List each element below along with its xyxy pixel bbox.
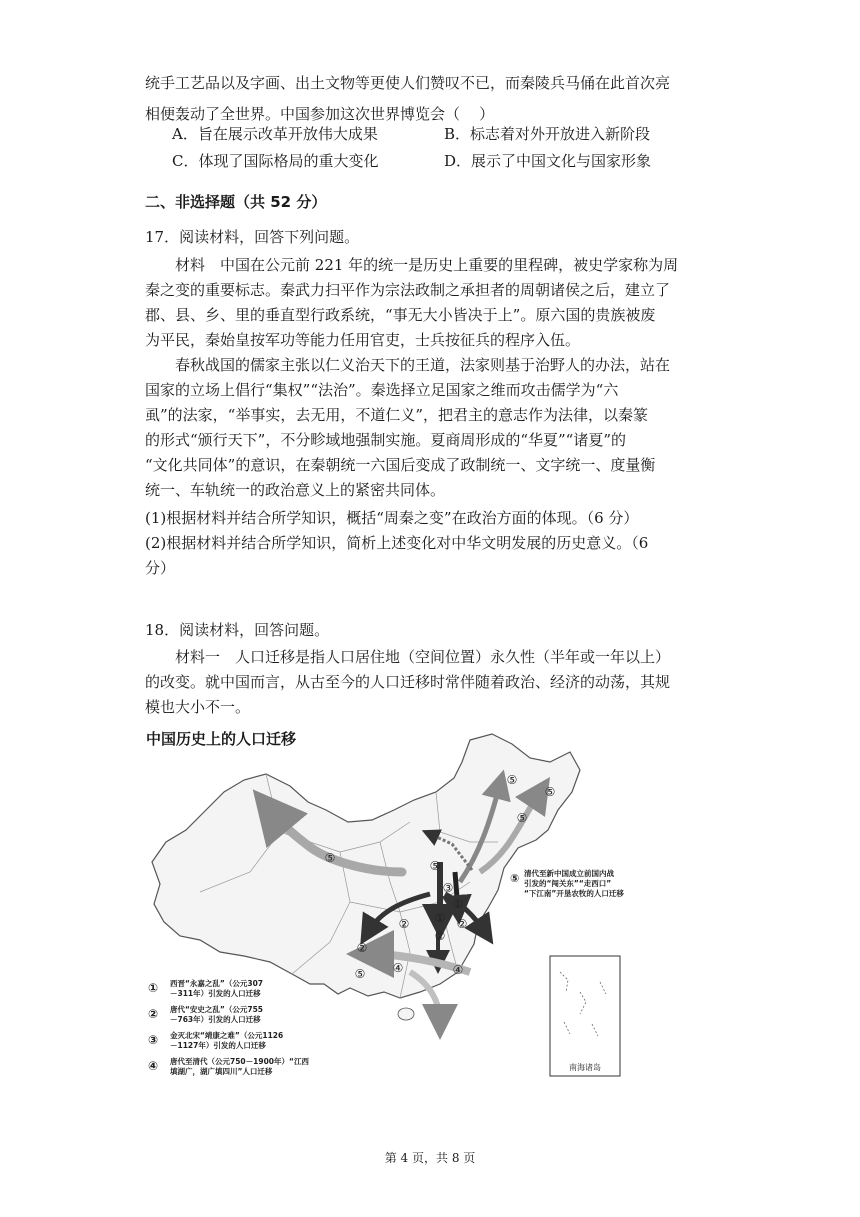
route-label: ⑤ (429, 859, 441, 873)
migration-map (140, 722, 640, 1082)
svg-text:西晋“永嘉之乱”（公元307: 西晋“永嘉之乱”（公元307 (170, 979, 264, 988)
q18-intro: 18．阅读材料，回答问题。 (145, 621, 330, 639)
section-2-title: 二、非选择题（共 52 分） (145, 193, 327, 211)
q16-option-a: A．旨在展示改革开放伟大成果 (172, 125, 378, 143)
q17-subquestion-2-line-1: (2)根据材料并结合所学知识，简析上述变化对中华文明发展的历史意义。（6 (145, 534, 649, 552)
svg-text:－763年）引发的人口迁移: －763年）引发的人口迁移 (170, 1015, 261, 1024)
q17-subquestion-1: (1)根据材料并结合所学知识，概括“周秦之变”在政治方面的体现。（6 分） (145, 509, 639, 527)
inset-label: 南海诸岛 (569, 1063, 601, 1072)
svg-text:“下江南”开垦农牧的人口迁移: “下江南”开垦农牧的人口迁移 (524, 889, 624, 898)
route-label: ② (434, 929, 446, 943)
route-label: ⑤ (354, 967, 366, 981)
q17-material-line-1: 材料 中国在公元前 221 年的统一是历史上重要的里程碑，被史学家称为周 (145, 256, 679, 274)
route-label: ② (456, 917, 468, 931)
page-footer: 第 4 页，共 8 页 (384, 1151, 476, 1165)
q17-material-line-4: 为平民，秦始皇按军功等能力任用官吏，士兵按征兵的程序入伍。 (145, 331, 581, 349)
q17-material-line-8: 的形式“颁行天下”，不分畛域地强制实施。夏商周形成的“华夏”“诸夏”的 (145, 431, 627, 449)
q17-material-line-9: “文化共同体”的意识，在秦朝统一六国后变成了政制统一、文字统一、度量衡 (145, 456, 656, 474)
svg-text:④: ④ (148, 1059, 159, 1073)
route-label: ② (398, 917, 410, 931)
q18-material-line-2: 的改变。就中国而言，从古至今的人口迁移时常伴随着政治、经济的动荡，其规 (145, 673, 671, 691)
q17-material-line-7: 虱”的法家，“举事实，去无用，不道仁义”，把君主的意志作为法律，以秦篆 (145, 406, 649, 424)
route-label: ③ (442, 881, 454, 895)
legend-note-5 (510, 868, 624, 898)
svg-text:③: ③ (148, 1033, 159, 1047)
route-label: ⑤ (544, 785, 556, 799)
q16-option-d: D．展示了中国文化与国家形象 (444, 152, 652, 170)
q18-material-line-1: 材料一 人口迁移是指人口居住地（空间位置）永久性（半年或一年以上） (145, 648, 671, 666)
q17-material-line-5: 春秋战国的儒家主张以仁义治天下的王道，法家则基于治野人的办法，站在 (145, 356, 671, 374)
route-label: ④ (392, 961, 404, 975)
svg-text:金灭北宋“靖康之难”（公元1126: 金灭北宋“靖康之难”（公元1126 (170, 1031, 284, 1040)
svg-text:⑤: ⑤ (510, 872, 520, 885)
svg-text:清代至新中国成立前国内战: 清代至新中国成立前国内战 (524, 869, 614, 878)
q17-material-line-10: 统一、车轨统一的政治意义上的紧密共同体。 (145, 481, 446, 499)
svg-text:①: ① (148, 981, 159, 995)
q16-stem-line-2: 相便轰动了全世界。中国参加这次世界博览会（ ） (145, 105, 495, 123)
q17-material-line-2: 秦之变的重要标志。秦武力扫平作为宗法政制之承担者的周朝诸侯之后，建立了 (145, 281, 671, 299)
hainan-island (398, 1008, 414, 1020)
svg-text:唐代“安史之乱”（公元755: 唐代“安史之乱”（公元755 (170, 1005, 264, 1014)
route-label: ④ (452, 963, 464, 977)
svg-text:引发的“闯关东”“走西口”: 引发的“闯关东”“走西口” (524, 879, 612, 888)
q17-material-line-3: 郡、县、乡、里的垂直型行政系统，“事无大小皆决于上”。原六国的贵族被废 (145, 306, 656, 324)
route-label: ① (452, 897, 464, 911)
map-legend (148, 978, 309, 1077)
svg-text:－311年）引发的人口迁移: －311年）引发的人口迁移 (170, 989, 261, 998)
q16-stem-line-1: 统手工艺品以及字画、出土文物等更使人们赞叹不已，而秦陵兵马俑在此首次亮 (145, 74, 671, 92)
svg-text:－1127年）引发的人口迁移: －1127年）引发的人口迁移 (170, 1041, 266, 1050)
q16-option-b: B．标志着对外开放进入新阶段 (444, 125, 651, 143)
q18-material-line-3: 模也大小不一。 (145, 698, 251, 716)
route-label: ⑤ (506, 773, 518, 787)
route-label: ⑤ (516, 811, 528, 825)
q17-intro: 17．阅读材料，回答下列问题。 (145, 228, 360, 246)
route-label: ② (356, 941, 368, 955)
route-label: ⑤ (324, 851, 336, 865)
q17-subquestion-2-line-2: 分） (145, 559, 176, 577)
svg-text:唐代至清代（公元750－1900年）“江西: 唐代至清代（公元750－1900年）“江西 (170, 1057, 309, 1066)
svg-text:②: ② (148, 1007, 159, 1021)
route-label: ① (434, 911, 446, 925)
q16-option-c: C．体现了国际格局的重大变化 (172, 152, 379, 170)
map-title: 中国历史上的人口迁移 (146, 730, 297, 748)
south-china-sea-inset (550, 956, 620, 1076)
q17-material-line-6: 国家的立场上倡行“集权”“法治”。秦选择立足国家之维而攻击儒学为“六 (145, 381, 619, 399)
svg-text:填湖广，湖广填四川”人口迁移: 填湖广，湖广填四川”人口迁移 (170, 1067, 273, 1076)
